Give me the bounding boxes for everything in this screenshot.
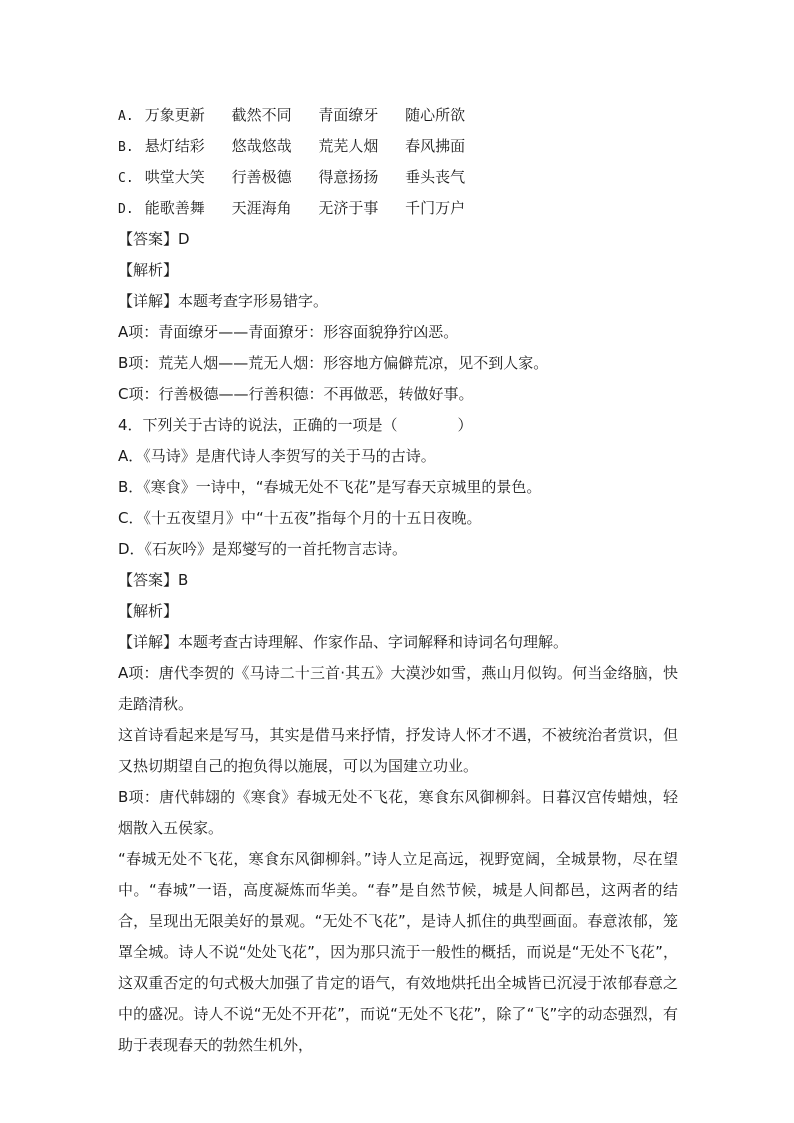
q4-paragraph-a: A项：唐代李贺的《马诗二十三首·其五》大漠沙如雪，燕山月似钩。何当金络脑，快走踏清秋。: [118, 664, 678, 713]
document-content: [118, 100, 678, 1061]
q3-detail: 【详解】本题考查字形易错字。: [118, 292, 329, 310]
q4-paragraph-b-explain: “春城无处不飞花，寒食东风御柳斜。”诗人立足高远，视野宽阔，全城景物，尽在望中。“春城”一语，高度凝炼而华美。“春”是自然节候，城是人间都邑，这两者的结合，呈现出无限美好的景观。“无处不飞花”，是诗人抓住的典型画面。春意浓郁，笼罩全城。诗人不说“处处飞花”，因为那只流于一般性的概括，而说是“无处不飞花”，这双重否定的句式极大加强了肯定的语气，有效地烘托出全城皆已沉浸于浓郁春意之中的盛况。诗人不说“无处不开花”，而说“无处不飞花”，除了“飞”字的动态强烈，有助于表现春天的勃然生机外，: [118, 850, 678, 1054]
q4-answer: 【答案】B: [118, 571, 189, 589]
q3-answer: 【答案】D: [118, 230, 190, 248]
q4-analysis-heading: 【解析】: [118, 602, 179, 620]
q3-item-a: A项：青面缭牙——青面獠牙：形容面貌狰狞凶恶。: [118, 323, 459, 341]
q3-option-a: A. 万象更新 截然不同 青面缭牙 随心所欲: [118, 106, 466, 124]
q3-option-d: D. 能歌善舞 天涯海角 无济于事 千门万户: [118, 199, 466, 217]
q4-option-a: A．《马诗》是唐代诗人李贺写的关于马的古诗。: [118, 447, 436, 465]
q4-option-d: D．《石灰吟》是郑燮写的一首托物言志诗。: [118, 540, 408, 558]
q4-option-b: B．《寒食》一诗中，“春城无处不飞花”是写春天京城里的景色。: [118, 478, 542, 496]
q3-analysis-heading: 【解析】: [118, 261, 179, 279]
q4-paragraph-a-explain: 这首诗看起来是写马，其实是借马来抒情，抒发诗人怀才不遇，不被统治者赏识，但又热切期望自己的抱负得以施展，可以为国建立功业。: [118, 726, 678, 775]
q3-option-c: C. 哄堂大笑 行善极德 得意扬扬 垂头丧气: [118, 168, 466, 186]
q4-question: 4．下列关于古诗的说法，正确的一项是（ ）: [118, 416, 473, 434]
q4-option-c: C．《十五夜望月》中“十五夜”指每个月的十五日夜晚。: [118, 509, 482, 527]
q4-detail: 【详解】本题考查古诗理解、作家作品、字词解释和诗词名句理解。: [118, 633, 569, 651]
q3-item-c: C项：行善极德——行善积德：不再做恶，转做好事。: [118, 385, 474, 403]
q3-option-b: B. 悬灯结彩 悠哉悠哉 荒芜人烟 春风拂面: [118, 137, 466, 155]
q3-item-b: B项：荒芜人烟——荒无人烟：形容地方偏僻荒凉，见不到人家。: [118, 354, 549, 372]
q4-paragraph-b: B项：唐代韩翃的《寒食》春城无处不飞花，寒食东风御柳斜。日暮汉宫传蜡烛，轻烟散入五侯家。: [118, 788, 678, 837]
